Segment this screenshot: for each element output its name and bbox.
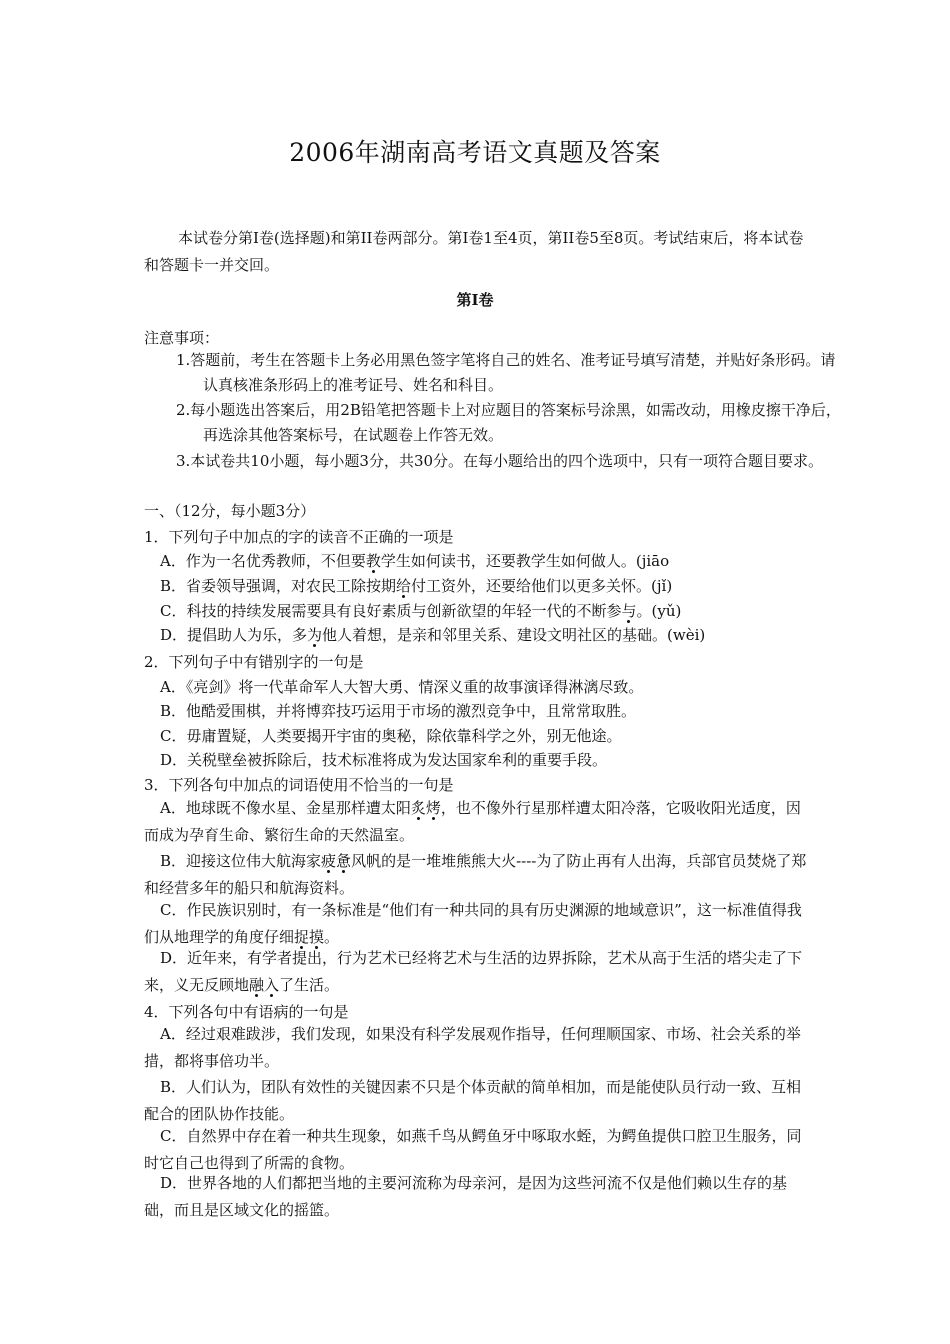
part-one-heading: 一、（12分，每小题3分） xyxy=(144,502,316,520)
q2-option-a: A．《亮剑》将一代革命军人大智大勇、情深义重的故事演译得淋漓尽致。 xyxy=(160,678,644,696)
section-title: 第I卷 xyxy=(456,291,494,309)
notice-item-3: 3.本试卷共10小题，每小题3分，共30分。在每小题给出的四个选项中，只有一项符合题目要求。 xyxy=(176,452,824,470)
q3-option-c: C．作民族识别时，有一条标准是“他们有一种共同的具有历史渊源的地域意识”，这一标准值得我们从地理学的角度仔细捉摸。 xyxy=(144,901,802,946)
q2-option-d: D．关税壁垒被拆除后，技术标准将成为发达国家牟利的重要手段。 xyxy=(160,751,608,769)
q3-stem: 3．下列各句中加点的词语使用不恰当的一句是 xyxy=(144,776,454,794)
q4-option-b: B．人们认为，团队有效性的关键因素不只是个体贡献的简单相加，而是能使队员行动一致、互相配合的团队协作技能。 xyxy=(144,1078,802,1123)
q2-option-b: B．他酷爱围棋，并将博弈技巧运用于市场的激烈竞争中，且常常取胜。 xyxy=(160,702,637,720)
dotted-char: 教 xyxy=(365,552,381,570)
dotted-char: 炙 xyxy=(410,799,426,817)
notice-item-1: 1.答题前，考生在答题卡上务必用黑色签字笔将自己的姓名、准考证号填写清楚，并贴好条形码。请认真核准条形码上的准考证号、姓名和科目。 xyxy=(176,351,836,394)
q3-option-a: A．地球既不像水星、金星那样遭太阳炙烤，也不像外行星那样遭太阳冷落，它吸收阳光适度，因而成为孕育生命、繁衍生命的天然温室。 xyxy=(144,799,801,844)
q2-stem: 2．下列句子中有错别字的一句是 xyxy=(144,653,364,671)
dotted-char: 惫 xyxy=(336,852,352,870)
q1-option-b: B．省委领导强调，对农民工除按期给付工资外，还要给他们以更多关怀。(jǐ) xyxy=(160,577,673,595)
q1-option-c: C．科技的持续发展需要具有良好素质与创新欲望的年轻一代的不断参与。(yǔ) xyxy=(160,602,682,620)
q4-option-a: A．经过艰难跋涉，我们发现，如果没有科学发展观作指导，任何理顺国家、市场、社会关系的举措，都将事倍功半。 xyxy=(144,1025,801,1070)
q4-option-d: D．世界各地的人们都把当地的主要河流称为母亲河，是因为这些河流不仅是他们赖以生存的基础，而且是区域文化的摇篮。 xyxy=(144,1174,788,1219)
q2-option-c: C．毋庸置疑，人类要揭开宇宙的奥秘，除依靠科学之外，别无他途。 xyxy=(160,727,622,745)
notice-heading: 注意事项： xyxy=(144,329,220,347)
q1-stem: 1．下列句子中加点的字的读音不正确的一项是 xyxy=(144,528,454,546)
dotted-char: 为 xyxy=(307,626,323,644)
dotted-char: 摸 xyxy=(309,928,325,946)
dotted-char: 疲 xyxy=(321,852,337,870)
q1-option-d: D．提倡助人为乐，多为他人着想，是亲和邻里关系、建设文明社区的基础。(wèi) xyxy=(160,626,706,644)
q4-option-c: C．自然界中存在着一种共生现象，如燕千鸟从鳄鱼牙中啄取水蛭，为鳄鱼提供口腔卫生服务，同时它自己也得到了所需的食物。 xyxy=(144,1127,802,1172)
q4-stem: 4．下列各句中有语病的一句是 xyxy=(144,1003,349,1021)
notice-item-2: 2.每小题选出答案后，用2B铅笔把答题卡上对应题目的答案标号涂黑，如需改动，用橡皮擦干净后，再选涂其他答案标号，在试题卷上作答无效。 xyxy=(176,401,841,444)
intro-paragraph: 本试卷分第I卷(选择题)和第II卷两部分。第I卷1至4页，第II卷5至8页。考试结束后，将本试卷和答题卡一并交回。 xyxy=(144,229,804,274)
dotted-char: 与 xyxy=(621,602,637,620)
dotted-char: 给 xyxy=(396,577,412,595)
page-title: 2006年湖南高考语文真题及答案 xyxy=(289,138,661,167)
dotted-char: 融 xyxy=(249,976,265,994)
q3-option-d: D．近年来，有学者提出，行为艺术已经将艺术与生活的边界拆除，艺术从高于生活的塔尖走了下来，义无反顾地融入了生活。 xyxy=(144,949,803,994)
dotted-char: 烤 xyxy=(425,799,441,817)
dotted-char: 入 xyxy=(264,976,280,994)
q3-option-b: B．迎接这位伟大航海家疲惫风帆的是一堆堆熊熊大火----为了防止再有人出海，兵部官员焚烧了郑和经营多年的船只和航海资料。 xyxy=(144,852,807,897)
dotted-char: 捉 xyxy=(294,928,310,946)
q1-option-a: A．作为一名优秀教师，不但要教学生如何读书，还要教学生如何做人。(jiāo xyxy=(160,552,670,570)
